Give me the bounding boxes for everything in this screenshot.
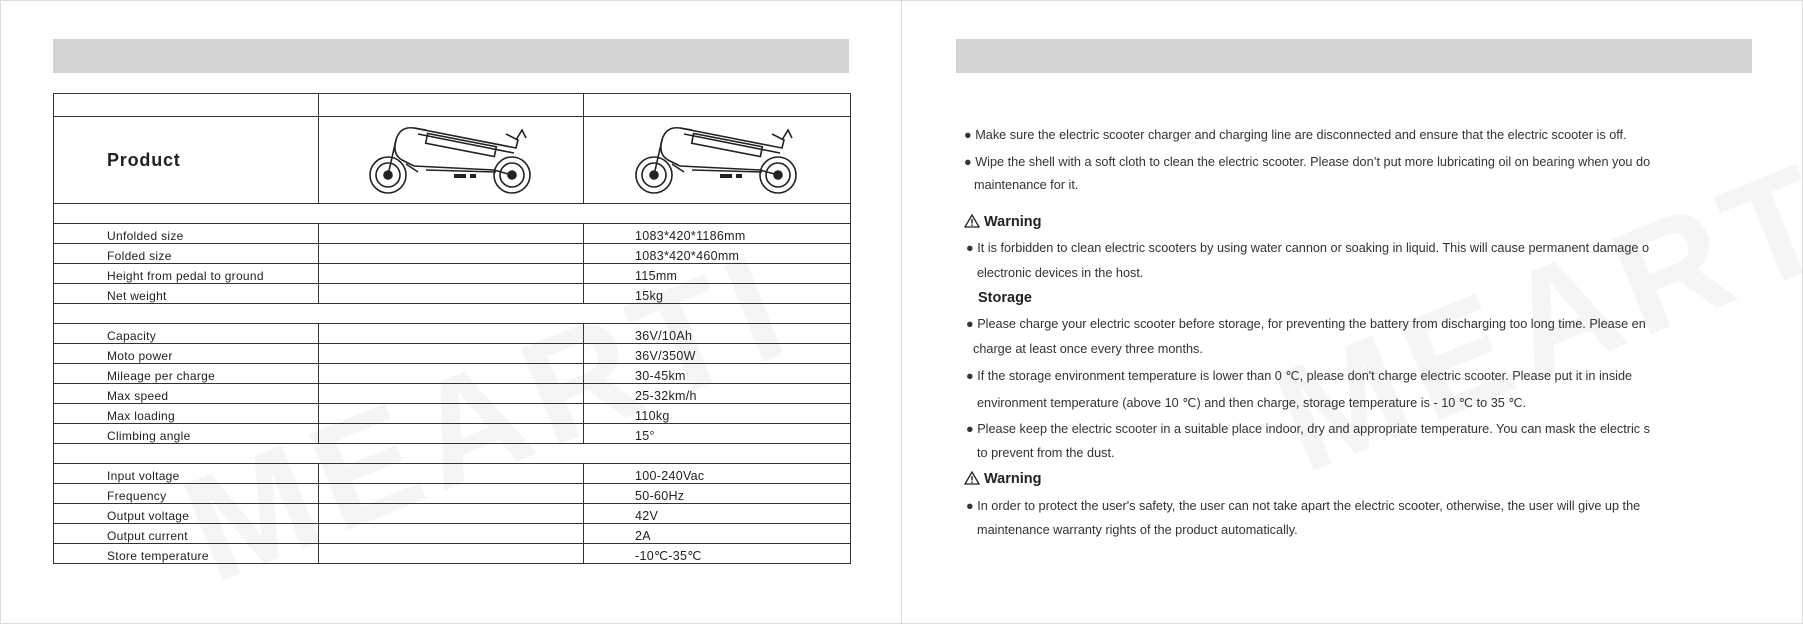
table-row xyxy=(54,384,851,404)
table-row xyxy=(54,284,851,304)
instruction-line: environment temperature (above 10 ℃) and then charge, storage temperature is - 10 ℃ to 35 ℃. xyxy=(977,396,1527,410)
scooter-image xyxy=(366,120,536,198)
spec-label: Height from pedal to ground xyxy=(54,264,319,284)
instruction-line: maintenance for it. xyxy=(974,178,1079,192)
instruction-line: to prevent from the dust. xyxy=(977,446,1115,460)
table-row xyxy=(54,424,851,444)
instruction-line: ● Please keep the electric scooter in a suitable place indoor, dry and appropriate temperature. You can mask the electric s xyxy=(966,422,1651,436)
table-row xyxy=(54,324,851,344)
storage-heading: Storage xyxy=(978,290,1032,306)
instruction-line: maintenance warranty rights of the product automatically. xyxy=(977,523,1298,537)
instruction-line: ● It is forbidden to clean electric scooters by using water cannon or soaking in liquid. This will cause permanent damage o xyxy=(966,241,1650,255)
section-divider-row xyxy=(54,444,851,464)
product-label-cell xyxy=(54,117,319,204)
table-row xyxy=(54,364,851,384)
table-row xyxy=(54,224,851,244)
spec-value: 110kg xyxy=(584,404,851,424)
scooter-image-cell xyxy=(319,117,584,204)
warning-heading xyxy=(964,214,1041,230)
spec-label: Frequency xyxy=(54,484,319,504)
spec-label: Input voltage xyxy=(54,464,319,484)
warning-label: Warning xyxy=(984,214,1042,230)
warning-heading xyxy=(964,471,1041,487)
table-row xyxy=(54,264,851,284)
warning-icon xyxy=(964,214,980,228)
spec-value: 50-60Hz xyxy=(584,484,851,504)
spec-label: Mileage per charge xyxy=(54,364,319,384)
table-row xyxy=(54,344,851,364)
spec-value: 1083*420*1186mm xyxy=(584,224,851,244)
warning-label: Warning xyxy=(984,471,1042,487)
product-row xyxy=(54,117,851,204)
table-row xyxy=(54,544,851,564)
spec-value: 30-45km xyxy=(584,364,851,384)
spec-label: Moto power xyxy=(54,344,319,364)
instruction-line: electronic devices in the host. xyxy=(977,266,1144,280)
instruction-line: ● Wipe the shell with a soft cloth to clean the electric scooter. Please don’t put more lubricating oil on bearing when you do xyxy=(964,155,1651,169)
table-row xyxy=(54,524,851,544)
spec-label: Output current xyxy=(54,524,319,544)
spec-value: 36V/10Ah xyxy=(584,324,851,344)
header-bar xyxy=(956,39,1752,73)
scooter-image xyxy=(632,120,802,198)
instruction-line: ● Make sure the electric scooter charger and charging line are disconnected and ensure that the electric scooter is off. xyxy=(964,128,1627,142)
spec-table xyxy=(53,93,851,564)
warning-icon xyxy=(964,471,980,485)
spec-value: 115mm xyxy=(584,264,851,284)
spec-value: 15° xyxy=(584,424,851,444)
instruction-line: ● Please charge your electric scooter before storage, for preventing the battery from discharging too long time. Please en xyxy=(966,317,1646,331)
table-row xyxy=(54,504,851,524)
table-row xyxy=(54,404,851,424)
product-label: Product xyxy=(107,149,181,170)
section-divider-row xyxy=(54,204,851,224)
spec-value: 25-32km/h xyxy=(584,384,851,404)
spec-label: Unfolded size xyxy=(54,224,319,244)
spec-value: 42V xyxy=(584,504,851,524)
instruction-line: charge at least once every three months. xyxy=(973,342,1203,356)
section-divider-row xyxy=(54,304,851,324)
table-row xyxy=(54,464,851,484)
spec-label: Capacity xyxy=(54,324,319,344)
table-row xyxy=(54,244,851,264)
right-page xyxy=(901,0,1803,624)
table-header-row xyxy=(54,94,851,117)
table-row xyxy=(54,484,851,504)
scooter-image-cell xyxy=(584,117,851,204)
instruction-line: ● In order to protect the user's safety, the user can not take apart the electric scooter, otherwise, the user will give up the xyxy=(966,499,1641,513)
spec-value: 100-240Vac xyxy=(584,464,851,484)
spec-label: Max speed xyxy=(54,384,319,404)
spec-value: 36V/350W xyxy=(584,344,851,364)
spec-label: Net weight xyxy=(54,284,319,304)
spec-value: 2A xyxy=(584,524,851,544)
spec-value: -10℃-35℃ xyxy=(584,544,851,564)
instruction-line: ● If the storage environment temperature is lower than 0 ℃, please don't charge electric scooter. Please put it in inside xyxy=(966,369,1633,383)
spec-value: 1083*420*460mm xyxy=(584,244,851,264)
header-bar xyxy=(53,39,849,73)
spec-label: Output voltage xyxy=(54,504,319,524)
spec-label: Folded size xyxy=(54,244,319,264)
spec-label: Climbing angle xyxy=(54,424,319,444)
spec-label: Max loading xyxy=(54,404,319,424)
spec-value: 15kg xyxy=(584,284,851,304)
spec-label: Store temperature xyxy=(54,544,319,564)
